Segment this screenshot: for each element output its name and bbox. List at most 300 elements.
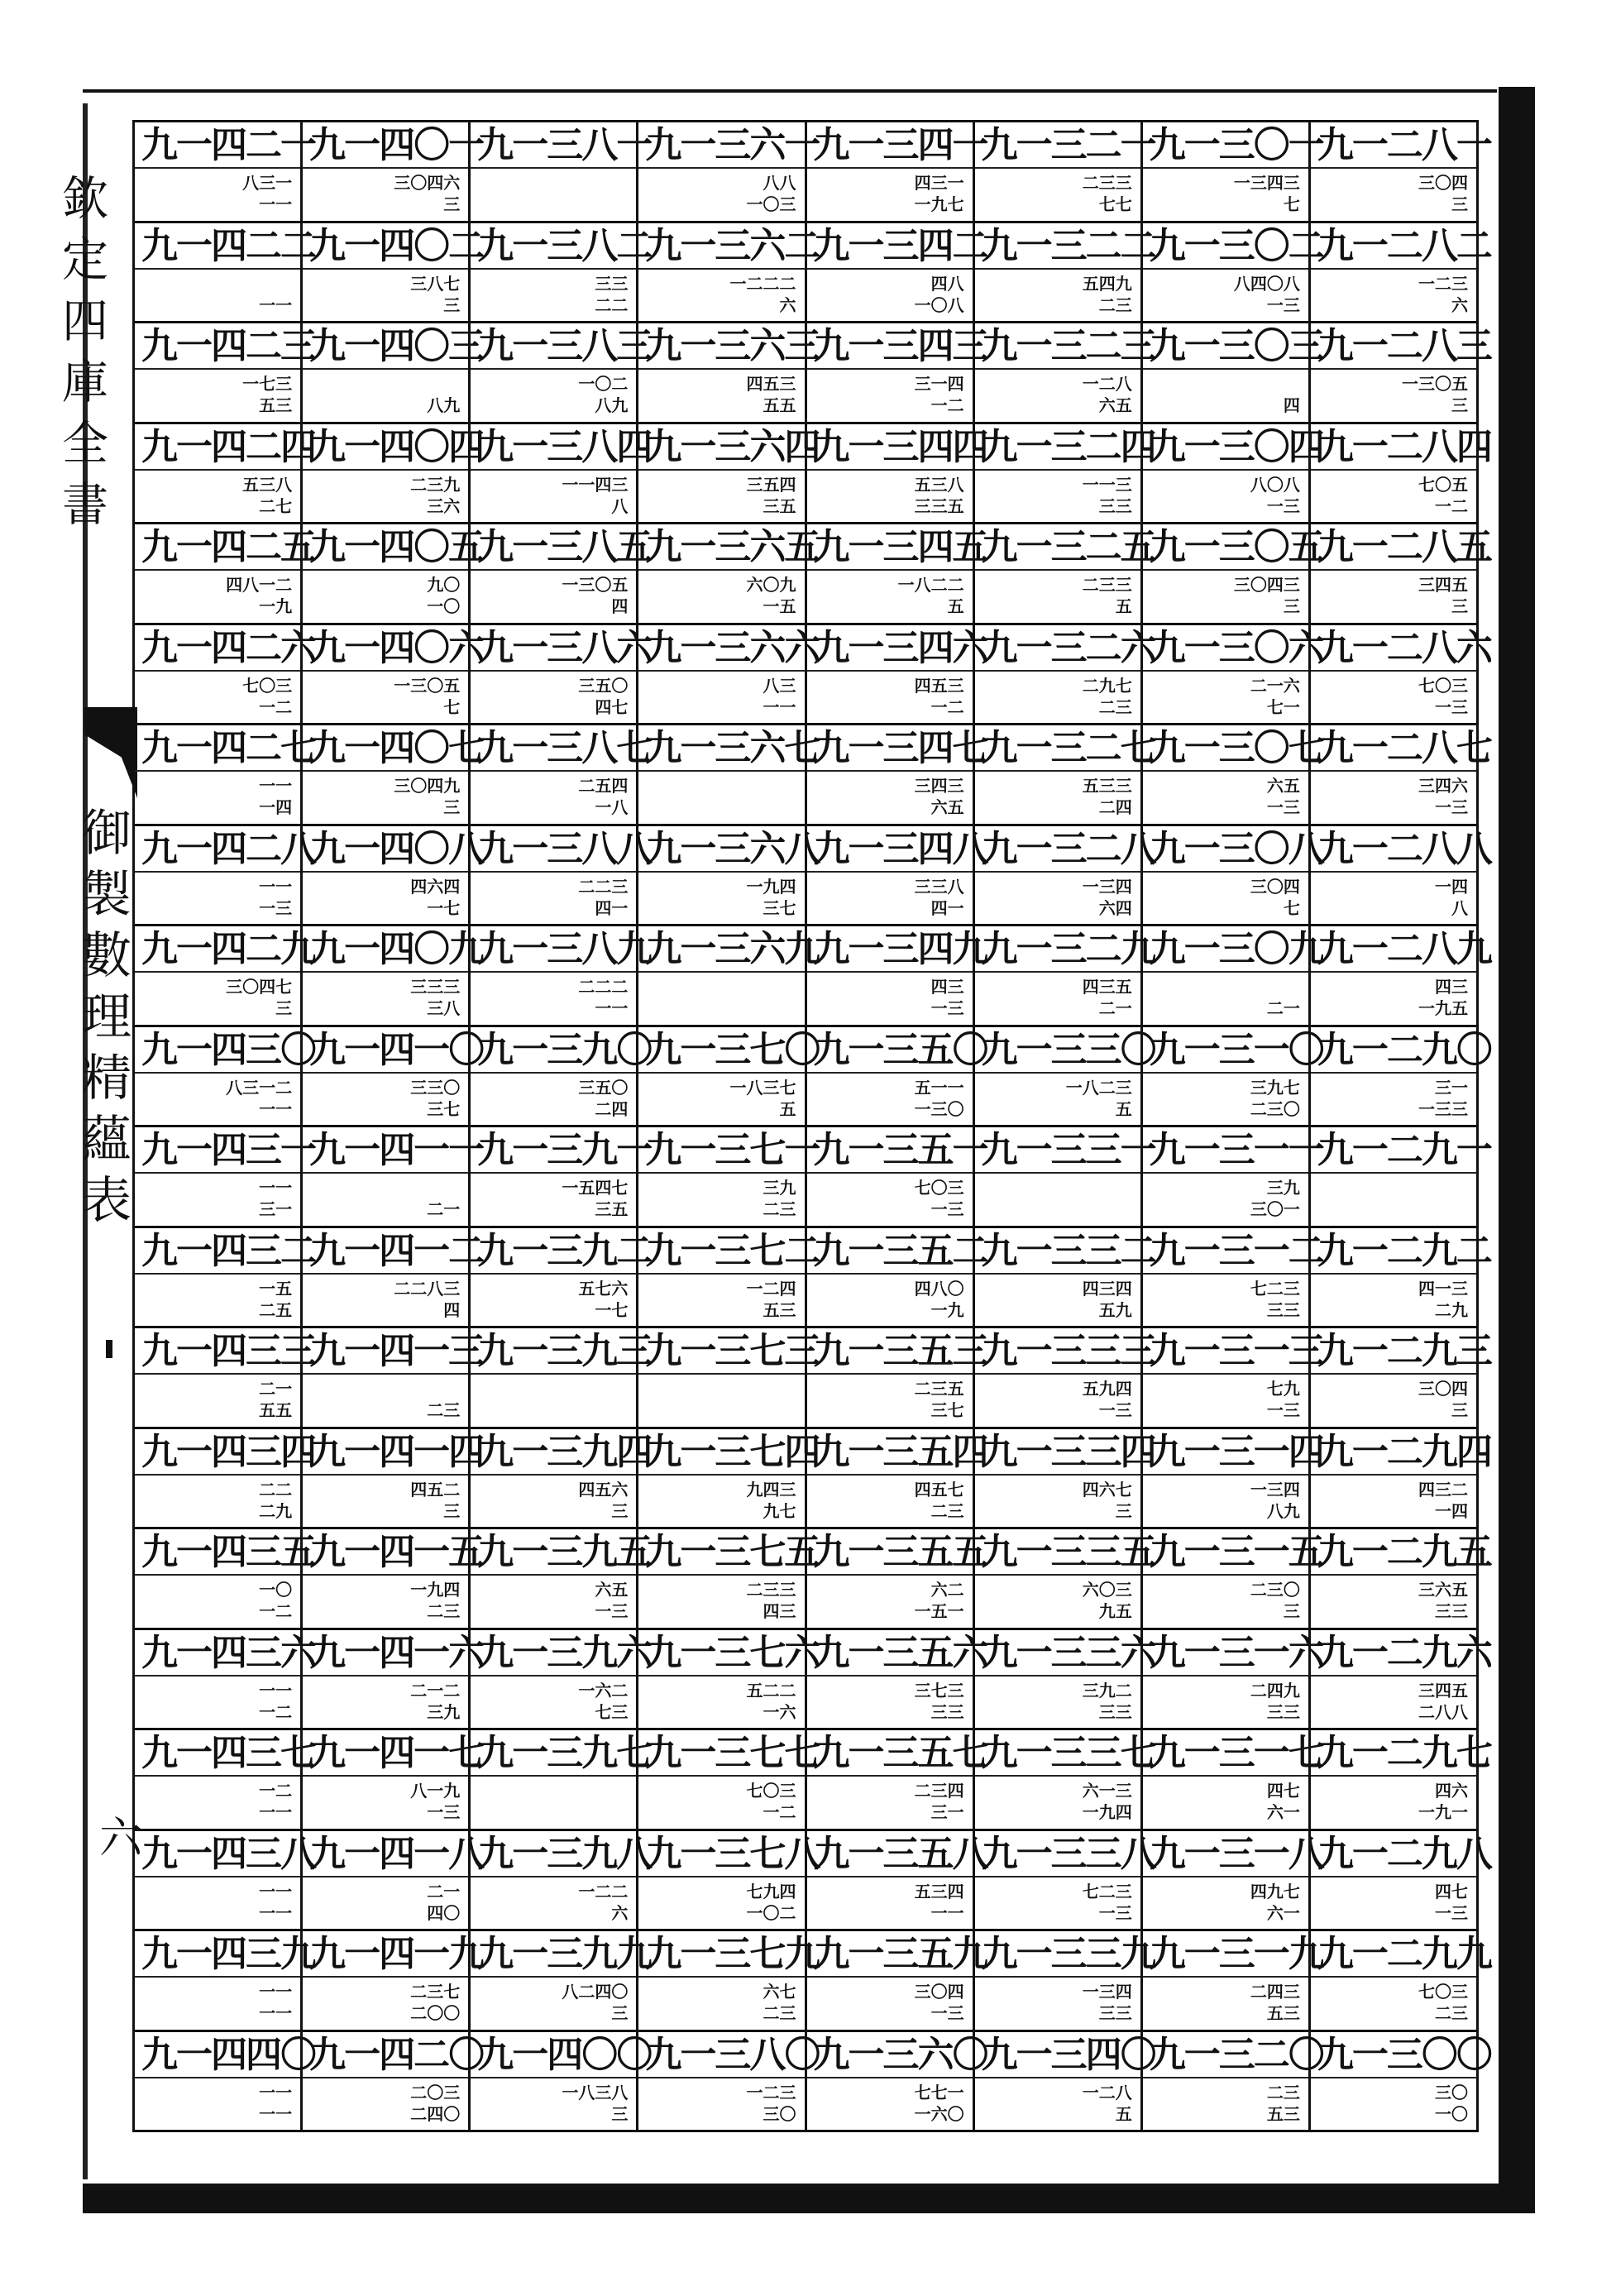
table-cell	[1311, 725, 1491, 826]
cell-sub-value: 二三三	[1082, 173, 1132, 193]
cell-divider	[1143, 268, 1308, 270]
cell-divider	[1143, 871, 1308, 873]
table-cell	[135, 424, 315, 525]
cell-sub-value: 四五六	[578, 1479, 629, 1500]
cell-divider	[1311, 1775, 1476, 1777]
cell-sub-value: 二八八	[1418, 1701, 1468, 1722]
cell-sub-value: 四五三	[914, 675, 964, 696]
table-cell	[807, 2032, 987, 2133]
table-cell	[975, 424, 1155, 525]
cell-divider	[303, 1675, 468, 1677]
cell-sub-value: 一一	[259, 2082, 293, 2102]
cell-divider	[1311, 770, 1476, 772]
table-cell	[1311, 1529, 1491, 1630]
cell-divider	[471, 1474, 636, 1476]
cell-divider	[975, 1976, 1140, 1978]
table-cell	[135, 1027, 315, 1128]
cell-number: 九一三二七	[981, 727, 1155, 769]
table-cell	[303, 1730, 484, 1831]
cell-sub-value: 四三	[930, 977, 964, 997]
cell-sub-value: 二二	[259, 1479, 293, 1500]
cell-sub-value: 三三	[1098, 495, 1132, 516]
cell-divider	[135, 469, 300, 471]
cell-divider	[135, 1675, 300, 1677]
cell-divider	[1311, 2077, 1476, 2078]
cell-sub-value: 六	[779, 294, 796, 315]
bottom-border-band	[83, 2184, 1535, 2213]
cell-sub-value: 七	[1283, 194, 1300, 214]
cell-number: 九一四一七	[309, 1732, 484, 1774]
cell-divider	[135, 368, 300, 370]
table-cell	[1311, 1831, 1491, 1932]
cell-sub-value: 四	[611, 596, 629, 616]
cell-divider	[638, 1675, 804, 1677]
cell-sub-value: 一三	[1266, 797, 1300, 817]
cell-divider	[975, 670, 1140, 672]
cell-sub-value: 二三	[427, 1601, 461, 1621]
cell-divider	[1311, 1876, 1476, 1877]
table-cell	[1143, 725, 1323, 826]
cell-number: 九一三四六	[813, 626, 987, 669]
margin-dot-mark	[106, 1340, 112, 1358]
cell-divider	[471, 268, 636, 270]
cell-number: 九一四一三	[309, 1330, 484, 1372]
cell-divider	[638, 569, 804, 571]
cell-sub-value: 五	[1115, 2103, 1132, 2124]
table-cell	[471, 1931, 652, 2032]
table-cell	[135, 1228, 315, 1329]
cell-sub-value: 四六七	[1082, 1479, 1132, 1500]
cell-divider	[807, 770, 973, 772]
cell-sub-value: 四五二	[410, 1479, 461, 1500]
cell-sub-value: 一八三七	[729, 1077, 796, 1098]
cell-number: 九一四二八	[141, 827, 315, 870]
cell-sub-value: 一〇二	[746, 1902, 796, 1923]
cell-divider	[807, 2077, 973, 2078]
table-cell	[1311, 424, 1491, 525]
table-cell	[638, 1831, 820, 1932]
table-cell	[807, 323, 987, 424]
cell-number: 九一三五四	[813, 1430, 987, 1473]
cell-sub-value: 五	[1115, 1098, 1132, 1119]
table-cell	[303, 1630, 484, 1731]
cell-sub-value: 一七三	[242, 374, 293, 394]
cell-divider	[638, 1876, 804, 1877]
cell-divider	[638, 167, 804, 169]
cell-sub-value: 四七	[595, 696, 629, 717]
cell-sub-value: 一〇二	[578, 374, 629, 394]
table-cell	[807, 725, 987, 826]
cell-number: 九一三八七	[477, 727, 652, 769]
table-cell	[303, 826, 484, 927]
cell-sub-value: 二一	[1098, 998, 1132, 1018]
cell-divider	[135, 167, 300, 169]
table-cell	[1143, 1831, 1323, 1932]
cell-number: 九一四〇一	[309, 124, 484, 166]
cell-sub-value: 三五四	[746, 474, 796, 495]
cell-sub-value: 一〇	[1435, 2103, 1468, 2124]
cell-divider	[303, 368, 468, 370]
cell-sub-value: 三三	[1266, 1701, 1300, 1722]
table-cell	[638, 1328, 820, 1429]
cell-sub-value: 八一九	[410, 1781, 461, 1801]
cell-sub-value: 三三	[930, 1701, 964, 1722]
table-cell	[1143, 1127, 1323, 1228]
cell-divider	[1311, 1675, 1476, 1677]
cell-divider	[1143, 2077, 1308, 2078]
cell-sub-value: 二二三	[578, 876, 629, 897]
table-cell	[1143, 524, 1323, 625]
cell-number: 九一四〇八	[309, 827, 484, 870]
cell-divider	[1143, 368, 1308, 370]
table-cell	[303, 926, 484, 1027]
cell-sub-value: 二三	[763, 1199, 796, 1219]
cell-divider	[471, 670, 636, 672]
table-cell	[135, 223, 315, 324]
cell-divider	[1311, 268, 1476, 270]
table-cell	[638, 1127, 820, 1228]
table-cell	[638, 1228, 820, 1329]
cell-sub-value: 三	[1451, 395, 1468, 415]
cell-number: 九一二九一	[1317, 1129, 1491, 1171]
cell-sub-value: 四八〇	[914, 1278, 964, 1299]
cell-divider	[1143, 1072, 1308, 1074]
cell-number: 九一三四九	[813, 928, 987, 970]
cell-number: 九一三七九	[645, 1933, 820, 1975]
table-cell	[638, 223, 820, 324]
cell-number: 九一三二四	[981, 425, 1155, 468]
cell-number: 九一三六八	[645, 827, 820, 870]
cell-divider	[135, 770, 300, 772]
table-cell	[975, 1630, 1155, 1731]
cell-sub-value: 一八	[595, 797, 629, 817]
cell-sub-value: 一四	[1435, 876, 1468, 897]
cell-sub-value: 一七	[427, 897, 461, 918]
cell-sub-value: 六一三	[1082, 1781, 1132, 1801]
cell-sub-value: 三一	[930, 1802, 964, 1822]
cell-sub-value: 三七	[427, 1098, 461, 1119]
cell-sub-value: 八九	[595, 395, 629, 415]
cell-sub-value: 四五七	[914, 1479, 964, 1500]
cell-sub-value: 三三	[1266, 1299, 1300, 1320]
cell-divider	[135, 1474, 300, 1476]
cell-number: 九一三二九	[981, 928, 1155, 970]
cell-number: 九一二八一	[1317, 124, 1491, 166]
table-cell	[135, 2032, 315, 2133]
cell-sub-value: 五九	[1098, 1299, 1132, 1320]
cell-sub-value: 一一	[930, 1902, 964, 1923]
cell-divider	[975, 1675, 1140, 1677]
cell-divider	[1311, 1373, 1476, 1375]
cell-number: 九一四一五	[309, 1531, 484, 1573]
cell-number: 九一三七一	[645, 1129, 820, 1171]
cell-sub-value: 八〇八	[1250, 474, 1300, 495]
cell-sub-value: 二四三	[1250, 1982, 1300, 2002]
cell-divider	[975, 1172, 1140, 1174]
cell-sub-value: 五	[1115, 596, 1132, 616]
cell-divider	[1311, 368, 1476, 370]
cell-divider	[1143, 670, 1308, 672]
cell-sub-value: 二四九	[1250, 1680, 1300, 1700]
cell-sub-value: 三〇四六	[394, 173, 461, 193]
cell-sub-value: 二三	[1435, 2003, 1468, 2023]
cell-sub-value: 一二二	[578, 1881, 629, 1901]
cell-divider	[1143, 167, 1308, 169]
cell-sub-value: 三八	[427, 998, 461, 1018]
table-cell	[1311, 625, 1491, 726]
cell-number: 九一三三〇	[981, 1028, 1155, 1071]
cell-sub-value: 五一一	[914, 1077, 964, 1098]
cell-sub-value: 一二四	[746, 1278, 796, 1299]
cell-sub-value: 四一	[930, 897, 964, 918]
cell-sub-value: 七〇三	[242, 675, 293, 696]
cell-sub-value: 二四	[1098, 797, 1132, 817]
table-cell	[807, 1328, 987, 1429]
cell-number: 九一三二〇	[1149, 2033, 1323, 2076]
cell-divider	[135, 1876, 300, 1877]
table-cell	[471, 826, 652, 927]
cell-sub-value: 三	[275, 998, 293, 1018]
cell-sub-value: 一二	[259, 1601, 293, 1621]
cell-sub-value: 三三	[595, 273, 629, 294]
cell-sub-value: 四〇	[427, 1902, 461, 1923]
cell-sub-value: 四一三	[1418, 1278, 1468, 1299]
cell-divider	[303, 1976, 468, 1978]
table-cell	[807, 122, 987, 223]
cell-number: 九一二九三	[1317, 1330, 1491, 1372]
cell-sub-value: 二二八三	[394, 1278, 461, 1299]
cell-divider	[975, 1373, 1140, 1375]
table-cell	[975, 2032, 1155, 2133]
cell-sub-value: 三	[611, 2003, 629, 2023]
table-cell	[471, 625, 652, 726]
cell-sub-value: 五三四	[914, 1881, 964, 1901]
cell-number: 九一三六一	[645, 124, 820, 166]
cell-sub-value: 六五	[595, 1580, 629, 1600]
cell-divider	[1311, 871, 1476, 873]
cell-divider	[807, 1273, 973, 1275]
cell-sub-value: 一三	[1098, 1902, 1132, 1923]
cell-sub-value: 一三四	[1082, 876, 1132, 897]
cell-number: 九一三六七	[645, 727, 820, 769]
cell-sub-value: 三四五	[1418, 1680, 1468, 1700]
cell-sub-value: 九五	[1098, 1601, 1132, 1621]
cell-number: 九一四二四	[141, 425, 315, 468]
cell-number: 九一三〇三	[1149, 325, 1323, 367]
cell-sub-value: 七〇三	[746, 1781, 796, 1801]
cell-sub-value: 六〇九	[746, 575, 796, 595]
cell-sub-value: 一一	[259, 1802, 293, 1822]
cell-sub-value: 一三	[1098, 1400, 1132, 1420]
cell-sub-value: 八	[611, 495, 629, 516]
cell-divider	[975, 1574, 1140, 1576]
cell-divider	[135, 1273, 300, 1275]
table-cell	[1311, 1630, 1491, 1731]
cell-sub-value: 二三〇	[1250, 1098, 1300, 1119]
cell-sub-value: 一五四七	[562, 1178, 629, 1198]
cell-number: 九一四〇九	[309, 928, 484, 970]
cell-divider	[1143, 1474, 1308, 1476]
cell-sub-value: 六一	[1266, 1902, 1300, 1923]
cell-sub-value: 一六二	[578, 1680, 629, 1700]
cell-sub-value: 一二二二	[729, 273, 796, 294]
cell-number: 九一三三四	[981, 1430, 1155, 1473]
table-cell	[1143, 1429, 1323, 1530]
cell-divider	[471, 1373, 636, 1375]
table-cell	[1311, 1931, 1491, 2032]
cell-sub-value: 四五三	[746, 374, 796, 394]
cell-divider	[303, 1574, 468, 1576]
cell-sub-value: 三五〇	[578, 1077, 629, 1098]
cell-divider	[303, 1172, 468, 1174]
cell-divider	[1143, 1976, 1308, 1978]
cell-sub-value: 一九	[259, 596, 293, 616]
table-cell	[1143, 122, 1323, 223]
cell-divider	[1311, 670, 1476, 672]
cell-number: 九一三七二	[645, 1229, 820, 1272]
cell-sub-value: 一三〇五	[1402, 374, 1468, 394]
cell-number: 九一三九七	[477, 1732, 652, 1774]
cell-number: 九一四一四	[309, 1430, 484, 1473]
cell-sub-value: 二三三	[1082, 575, 1132, 595]
cell-divider	[303, 2077, 468, 2078]
table-cell	[975, 826, 1155, 927]
cell-sub-value: 五三八	[242, 474, 293, 495]
cell-divider	[1311, 1976, 1476, 1978]
cell-sub-value: 三	[1283, 1601, 1300, 1621]
cell-sub-value: 三三〇	[410, 1077, 461, 1098]
cell-divider	[135, 670, 300, 672]
cell-sub-value: 三九七	[1250, 1077, 1300, 1098]
cell-sub-value: 五二二	[746, 1680, 796, 1700]
cell-divider	[807, 569, 973, 571]
table-cell	[1311, 826, 1491, 927]
table-cell	[638, 1529, 820, 1630]
cell-divider	[303, 167, 468, 169]
cell-number: 九一三五二	[813, 1229, 987, 1272]
table-cell	[135, 625, 315, 726]
side-title: 御製數理精蘊表	[74, 806, 131, 1235]
cell-number: 九一三九四	[477, 1430, 652, 1473]
table-cell	[1143, 1630, 1323, 1731]
cell-sub-value: 一三〇五	[562, 575, 629, 595]
table-cell	[471, 323, 652, 424]
cell-divider	[1143, 1373, 1308, 1375]
cell-divider	[471, 1072, 636, 1074]
cell-sub-value: 三〇	[1435, 2082, 1468, 2102]
cell-sub-value: 二四〇	[410, 2103, 461, 2124]
right-border-band	[1499, 87, 1535, 2208]
cell-sub-value: 一一	[259, 1982, 293, 2002]
cell-sub-value: 一一	[259, 294, 293, 315]
cell-divider	[1143, 1775, 1308, 1777]
cell-sub-value: 八三一	[242, 173, 293, 193]
cell-number: 九一四一〇	[309, 1028, 484, 1071]
cell-sub-value: 八四〇八	[1233, 273, 1300, 294]
cell-divider	[638, 368, 804, 370]
cell-number: 九一三四二	[813, 224, 987, 267]
cell-sub-value: 一二	[1435, 495, 1468, 516]
cell-divider	[1143, 770, 1308, 772]
cell-sub-value: 三七三	[914, 1680, 964, 1700]
cell-sub-value: 二一	[427, 1199, 461, 1219]
cell-sub-value: 一四	[259, 797, 293, 817]
cell-sub-value: 七	[1283, 897, 1300, 918]
table-cell	[303, 424, 484, 525]
table-cell	[471, 223, 652, 324]
cell-sub-value: 二三五	[914, 1379, 964, 1399]
table-cell	[807, 424, 987, 525]
table-cell	[638, 1630, 820, 1731]
cell-number: 九一三八一	[477, 124, 652, 166]
cell-sub-value: 一三三	[1418, 1098, 1468, 1119]
cell-divider	[1311, 1273, 1476, 1275]
cell-sub-value: 一六	[763, 1701, 796, 1722]
cell-sub-value: 二一	[427, 1881, 461, 1901]
cell-sub-value: 二五	[259, 1299, 293, 1320]
cell-sub-value: 六	[611, 1902, 629, 1923]
cell-sub-value: 四	[443, 1299, 461, 1320]
cell-number: 九一四二一	[141, 124, 315, 166]
table-cell	[303, 1328, 484, 1429]
cell-sub-value: 八二四〇	[562, 1982, 629, 2002]
cell-divider	[807, 1474, 973, 1476]
cell-sub-value: 七一	[1266, 696, 1300, 717]
cell-sub-value: 八三一二	[226, 1077, 293, 1098]
cell-number: 九一三一一	[1149, 1129, 1323, 1171]
cell-sub-value: 二〇〇	[410, 2003, 461, 2023]
table-cell	[303, 1831, 484, 1932]
cell-number: 九一三一三	[1149, 1330, 1323, 1372]
cell-sub-value: 四七	[1435, 1881, 1468, 1901]
cell-number: 九一三二八	[981, 827, 1155, 870]
cell-sub-value: 一一	[259, 2103, 293, 2124]
table-cell	[807, 1228, 987, 1329]
cell-sub-value: 七	[443, 696, 461, 717]
cell-number: 九一三六六	[645, 626, 820, 669]
table-cell	[303, 1228, 484, 1329]
cell-sub-value: 三三	[1435, 1601, 1468, 1621]
cell-sub-value: 五三八	[914, 474, 964, 495]
cell-divider	[975, 268, 1140, 270]
table-cell	[1143, 1529, 1323, 1630]
table-cell	[135, 826, 315, 927]
table-cell	[807, 1027, 987, 1128]
table-cell	[1311, 1429, 1491, 1530]
cell-sub-value: 四三	[1435, 977, 1468, 997]
cell-sub-value: 四九七	[1250, 1881, 1300, 1901]
table-cell	[975, 1228, 1155, 1329]
number-table	[132, 120, 1491, 2132]
cell-divider	[135, 971, 300, 973]
table-cell	[471, 1228, 652, 1329]
cell-sub-value: 一〇	[259, 1580, 293, 1600]
cell-sub-value: 三	[611, 2103, 629, 2124]
cell-sub-value: 二一二	[410, 1680, 461, 1700]
cell-number: 九一三九三	[477, 1330, 652, 1372]
table-cell	[303, 1931, 484, 2032]
cell-number: 九一三三五	[981, 1531, 1155, 1573]
cell-number: 九一三五〇	[813, 1028, 987, 1071]
cell-sub-value: 一九七	[914, 194, 964, 214]
table-cell	[975, 1027, 1155, 1128]
table-cell	[135, 524, 315, 625]
cell-number: 九一三〇六	[1149, 626, 1323, 669]
table-cell	[807, 1429, 987, 1530]
cell-sub-value: 七九四	[746, 1881, 796, 1901]
cell-sub-value: 四七	[1266, 1781, 1300, 1801]
cell-sub-value: 八	[1451, 897, 1468, 918]
